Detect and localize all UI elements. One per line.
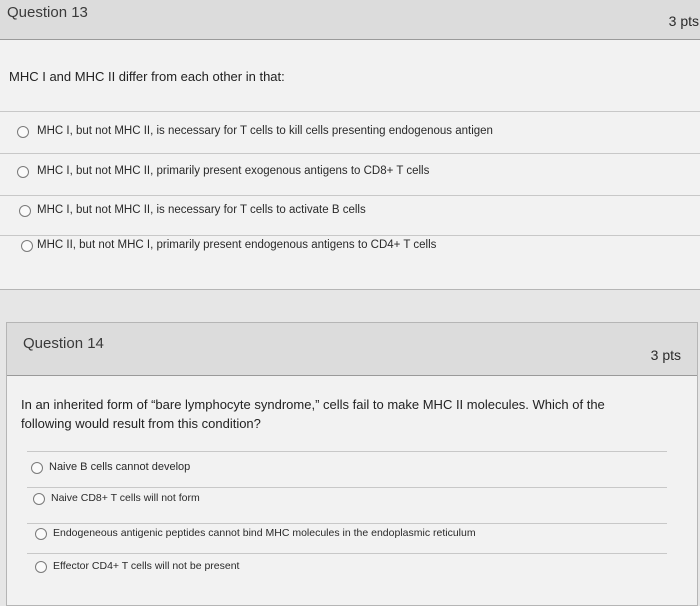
question-14-title: Question 14 — [23, 335, 104, 352]
radio-button[interactable] — [35, 561, 47, 573]
answer-option-label: MHC I, but not MHC II, primarily present exogenous antigens to CD8+ T cells — [37, 165, 430, 177]
answer-option-label: MHC I, but not MHC II, is necessary for T cells to kill cells presenting endogenous antigen — [37, 125, 493, 137]
question-13-title: Question 13 — [7, 4, 88, 21]
radio-button[interactable] — [35, 528, 47, 540]
radio-button[interactable] — [19, 205, 31, 217]
radio-button[interactable] — [31, 462, 43, 474]
answer-option[interactable] — [0, 195, 700, 236]
radio-button[interactable] — [17, 126, 29, 138]
answer-option[interactable] — [0, 235, 700, 278]
question-13-prompt: MHC I and MHC II differ from each other in that: — [9, 69, 285, 84]
radio-button[interactable] — [17, 166, 29, 178]
question-14-points: 3 pts — [650, 347, 681, 363]
question-14-header — [7, 323, 697, 376]
radio-button[interactable] — [21, 240, 33, 252]
question-14-card — [6, 322, 698, 606]
answer-option[interactable] — [27, 451, 667, 488]
answer-option-label: Naive B cells cannot develop — [49, 461, 191, 473]
question-13-points: 3 pts — [668, 13, 699, 29]
question-13-header — [0, 0, 700, 40]
answer-option[interactable] — [0, 111, 700, 154]
answer-option-label: Endogeneous antigenic peptides cannot bind MHC molecules in the endoplasmic reticulum — [53, 527, 476, 539]
answer-option-label: MHC I, but not MHC II, is necessary for T cells to activate B cells — [37, 204, 366, 216]
radio-button[interactable] — [33, 493, 45, 505]
answer-option-label: Naive CD8+ T cells will not form — [51, 492, 200, 504]
answer-option[interactable] — [27, 487, 667, 524]
question-13-card — [0, 0, 700, 290]
answer-option[interactable] — [27, 523, 667, 554]
answer-option[interactable] — [0, 153, 700, 196]
answer-option-label: MHC II, but not MHC I, primarily present endogenous antigens to CD4+ T cells — [37, 239, 437, 251]
answer-option[interactable] — [27, 553, 667, 594]
answer-option-label: Effector CD4+ T cells will not be present — [53, 560, 240, 572]
question-14-prompt: In an inherited form of “bare lymphocyte syndrome,” cells fail to make MHC II molecules. Which of the following would result from this condition? — [21, 397, 605, 431]
